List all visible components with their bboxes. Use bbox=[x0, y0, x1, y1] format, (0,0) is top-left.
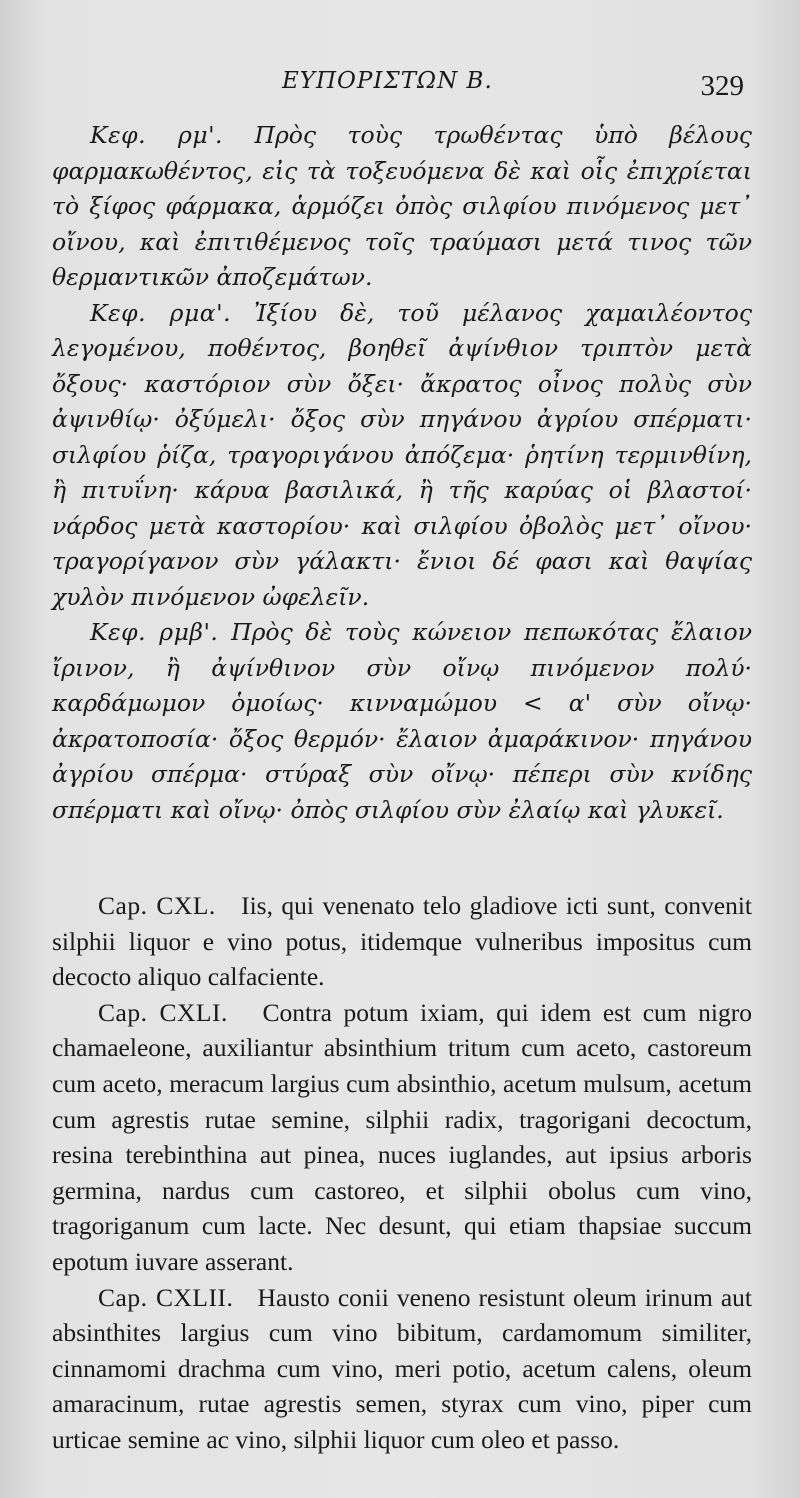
section-gap bbox=[52, 828, 752, 888]
running-head bbox=[52, 0, 752, 112]
greek-chapter-text: Πρὸς τοὺς τρωθέντας ὑπὸ βέλους φαρμακωθέντος, εἰς τὰ τοξευόμενα δὲ καὶ οἷς ἐπιχρίεται τὸ ξίφος φάρμακα, ἁρμόζει ὀπὸς σιλφίου πινόμενος μετ᾿ οἴνου, καὶ ἐπιτιθέμενος τοῖς τραύμασι μετά τινος τῶν θερμαντικῶν ἀποζεμάτων. bbox=[52, 121, 752, 291]
latin-chapter-text: Contra potum ixiam, qui idem est cum nigro chamaeleone, auxiliantur absinthium tritum cum aceto, castoreum cum aceto, meracum largius cum absinthio, acetum mulsum, acetum cum agrestis rutae semine, silphii radix, tragorigani decoctum, resina terebinthina aut pinea, nuces iuglandes, aut ipsius arboris germina, nardus cum castoreo, et silphii obolus cum vino, tragoriganum cum lacte. Nec desunt, qui etiam thapsiae succum epotum iuvare asserant. bbox=[52, 997, 752, 1276]
latin-chapter-heading: Cap. CXL. bbox=[98, 891, 216, 920]
greek-chapter-heading: Κεφ. ρμ'. bbox=[90, 121, 224, 149]
greek-chapter-heading: Κεφ. ρμα'. bbox=[90, 298, 232, 327]
latin-chapter-text: Hausto conii veneno resistunt oleum irinum aut absinthites largius cum vino bibitum, cardamomum similiter, cinnamomi drachma cum vino, meri potio, acetum calens, oleum amaracinum, rutae agrestis semen, styrax cum vino, piper cum urticae semine ac vino, silphii liquor cum oleo et passo. bbox=[52, 1282, 753, 1454]
greek-chapter-141 bbox=[52, 296, 752, 616]
latin-chapter-141 bbox=[52, 995, 752, 1280]
running-title: ΕΥΠΟΡΙΣΤΩΝ Β. bbox=[282, 68, 493, 94]
latin-chapter-142 bbox=[52, 1280, 752, 1458]
page-number: 329 bbox=[700, 70, 744, 102]
greek-chapter-text: Ἰξίου δὲ, τοῦ μέλανος χαμαιλέοντος λεγομένου, ποθέντος, βοηθεῖ ἀψίνθιον τριπτὸν μετὰ ὄξους· καστόριον σὺν ὄξει· ἄκρατος οἶνος πολὺς σὺν ἀψινθίῳ· ὀξύμελι· ὄξος σὺν πηγάνου ἀγρίου σπέρματι· σιλφίου ῥίζα, τραγοριγάνου ἀπόζεμα· ῥητίνη τερμινθίνη, ἢ πιτυΐνη· κάρυα βασιλικά, ἢ τῆς καρύας οἱ βλαστοί· νάρδος μετὰ καστορίου· καὶ σιλφίου ὀβολὸς μετ᾿ οἴνου· τραγορίγανον σὺν γάλακτι· ἔνιοι δέ φασι καὶ θαψίας χυλὸν πινόμενον ὠφελεῖν. bbox=[52, 298, 752, 611]
latin-text-block bbox=[52, 888, 752, 1458]
latin-chapter-text: Iis, qui venenato telo gladiove icti sunt, convenit silphii liquor e vino potus, itidemque vulneribus impositus cum decocto aliquo calfaciente. bbox=[52, 891, 753, 992]
greek-chapter-140 bbox=[52, 118, 752, 296]
greek-chapter-heading: Κεφ. ρμβ'. bbox=[90, 618, 219, 646]
latin-chapter-heading: Cap. CXLII. bbox=[98, 1282, 234, 1312]
latin-chapter-heading: Cap. CXLI. bbox=[98, 997, 228, 1027]
greek-text-block bbox=[52, 118, 752, 828]
greek-chapter-142 bbox=[52, 615, 752, 828]
greek-chapter-text: Πρὸς δὲ τοὺς κώνειον πεπωκότας ἔλαιον ἴρινον, ἢ ἀψίνθινον σὺν οἴνῳ πινόμενον πολύ· καρδάμωμον ὁμοίως· κινναμώμου < α' σὺν οἴνῳ· ἀκρατοποσία· ὄξος θερμόν· ἔλαιον ἀμαράκινον· πηγάνου ἀγρίου σπέρμα· στύραξ σὺν οἴνῳ· πέπερι σὺν κνίδης σπέρματι καὶ οἴνῳ· ὀπὸς σιλφίου σὺν ἐλαίῳ καὶ γλυκεῖ. bbox=[52, 618, 752, 824]
latin-chapter-140 bbox=[52, 888, 752, 995]
